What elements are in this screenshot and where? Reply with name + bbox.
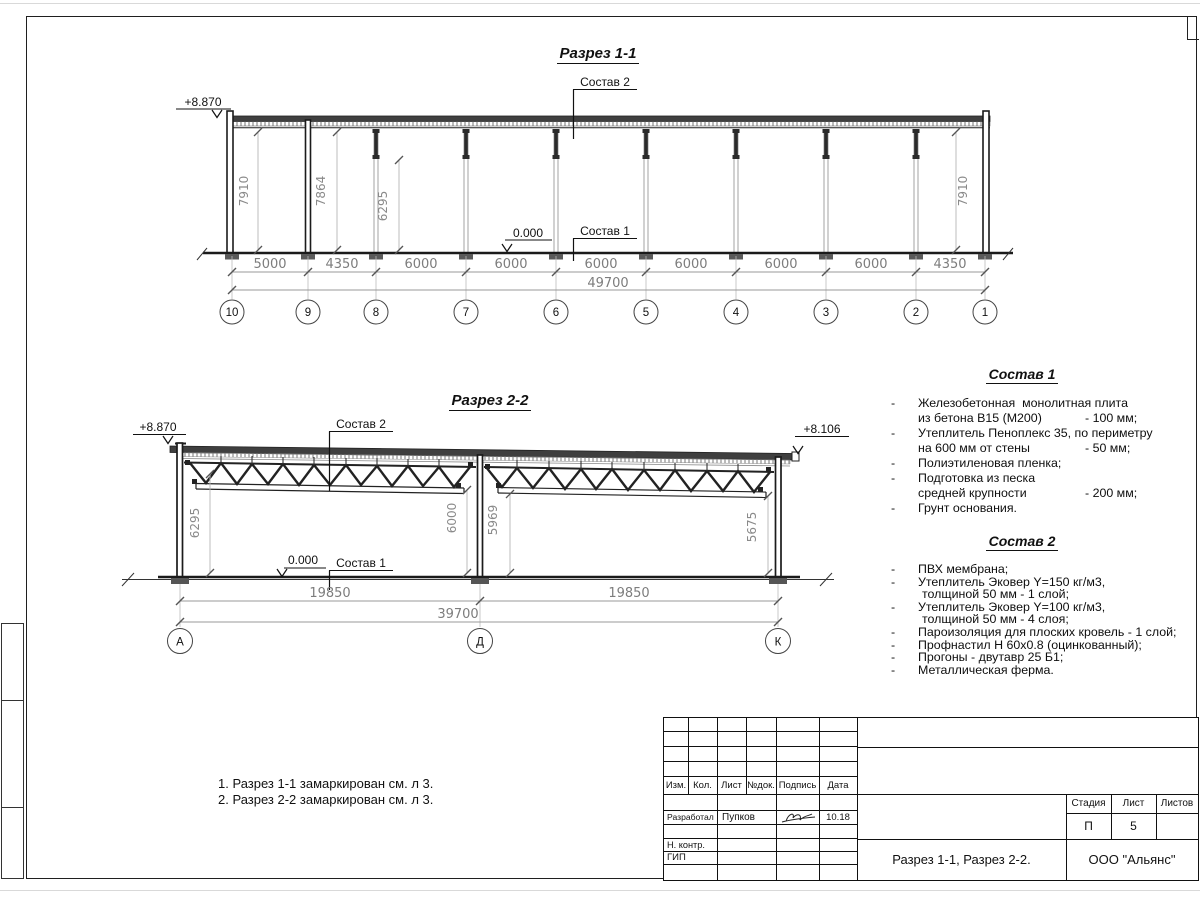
section-2-drawing	[122, 417, 849, 654]
list-item: - Утеплитель Эковер Y=150 кг/м3,	[891, 574, 1106, 589]
svg-text:19850: 19850	[608, 586, 650, 601]
svg-text:8: 8	[372, 307, 380, 319]
tb-header-kol: Кол.	[693, 779, 712, 791]
svg-text:19850: 19850	[309, 586, 351, 601]
tb-stadia-value: П	[1084, 819, 1093, 833]
tb-gip-label: ГИП	[667, 852, 686, 863]
svg-text:9: 9	[304, 307, 312, 319]
s1-roof	[228, 116, 990, 128]
list-item: средней крупности - 200 мм;	[918, 486, 1138, 500]
list-item: - Железобетонная монолитная плита	[891, 396, 1128, 410]
s1-elevation-mark	[176, 95, 231, 118]
s1-grid-bubbles	[220, 300, 997, 324]
s2-roof	[170, 444, 799, 467]
svg-text:6295: 6295	[376, 190, 390, 222]
s2-elevation-right	[793, 422, 849, 454]
svg-text:6295: 6295	[188, 507, 202, 539]
tb-nkontr-label: Н. контр.	[667, 839, 705, 850]
svg-text:0.000: 0.000	[287, 553, 319, 567]
list-item: - Прогоны - двутавр 25 Б1;	[891, 650, 1064, 665]
svg-text:10: 10	[225, 307, 239, 319]
note-line: 1. Разрез 1-1 замаркирован см. л 3.	[218, 776, 434, 791]
svg-text:1: 1	[981, 307, 989, 319]
list-item: - Утеплитель Пеноплекс 35, по периметру	[891, 426, 1153, 440]
svg-text:6000: 6000	[404, 257, 438, 272]
tb-razrabotal-label: Разработал	[667, 812, 714, 822]
svg-text:4350: 4350	[933, 257, 967, 272]
list-item: из бетона В15 (М200) - 100 мм;	[918, 411, 1138, 425]
svg-text:Состав 1: Состав 1	[336, 556, 386, 570]
composition-2-list	[885, 562, 1177, 677]
s1-elev-left: +8.870	[184, 95, 222, 109]
svg-text:К: К	[774, 636, 782, 649]
svg-text:5000: 5000	[253, 257, 287, 272]
svg-text:6000: 6000	[445, 502, 459, 534]
svg-text:6000: 6000	[854, 257, 888, 272]
s1-sostav1-leader	[573, 224, 637, 261]
list-item: - Металлическая ферма.	[891, 662, 1054, 677]
svg-text:2: 2	[912, 307, 920, 319]
list-item: - Грунт основания.	[891, 501, 1017, 515]
svg-text:7910: 7910	[956, 175, 970, 207]
tb-company: ООО "Альянс"	[1088, 852, 1176, 867]
list-item: - Утеплитель Эковер Y=100 кг/м3,	[891, 599, 1106, 614]
svg-text:6000: 6000	[674, 257, 708, 272]
svg-text:Состав 1: Состав 1	[580, 224, 630, 238]
svg-text:6: 6	[552, 307, 560, 319]
s2-sostav1-leader	[329, 556, 393, 590]
svg-text:4: 4	[732, 307, 740, 319]
svg-text:6000: 6000	[764, 257, 798, 272]
svg-text:3: 3	[822, 307, 830, 319]
svg-text:7864: 7864	[314, 175, 328, 207]
list-item: - Пароизоляция для плоских кровель - 1 слой;	[891, 624, 1177, 639]
section-1-drawing	[176, 75, 1013, 324]
svg-text:49700: 49700	[587, 276, 629, 291]
tb-list-header: Лист	[1122, 798, 1145, 809]
list-item: - ПВХ мембрана;	[891, 562, 1009, 576]
tb-header-data: Дата	[827, 779, 849, 791]
composition-1-title: Состав 1	[952, 366, 1092, 382]
notes	[218, 776, 433, 807]
list-item: толщиной 50 мм - 4 слоя;	[922, 612, 1069, 627]
section-2-title: Разрез 2-2	[451, 392, 529, 409]
tb-header-podpis: Подпись	[778, 779, 817, 791]
list-item: - Профнастил Н 60х0.8 (оцинкованный);	[891, 637, 1142, 652]
svg-text:Д: Д	[476, 636, 484, 649]
svg-text:7910: 7910	[237, 175, 251, 207]
svg-text:39700: 39700	[437, 607, 479, 622]
s2-elevation-left	[133, 420, 186, 444]
composition-1-list	[885, 396, 1170, 516]
tb-listov-header: Листов	[1160, 798, 1194, 809]
signature	[778, 810, 818, 824]
s1-sostav2-leader	[573, 75, 637, 139]
list-item: на 600 мм от стены - 50 мм;	[918, 441, 1131, 455]
tb-header-list: Лист	[721, 779, 742, 791]
tb-header-ndok: №док.	[747, 779, 775, 791]
s1-columns	[373, 129, 920, 252]
svg-text:5: 5	[642, 307, 650, 319]
note-line: 2. Разрез 2-2 замаркирован см. л 3.	[218, 791, 434, 807]
tb-list-value: 5	[1130, 819, 1137, 833]
svg-text:7: 7	[462, 307, 470, 319]
tb-doc-title: Разрез 1-1, Разрез 2-2.	[892, 852, 1031, 867]
section-1-title: Разрез 1-1	[559, 45, 637, 62]
svg-text:5675: 5675	[745, 511, 759, 543]
svg-text:5969: 5969	[486, 504, 500, 536]
svg-text:Состав 2: Состав 2	[336, 417, 386, 431]
list-item: - Подготовка из песка	[891, 471, 1036, 485]
title-block	[663, 717, 1199, 881]
list-item: - Полиэтиленовая пленка;	[891, 456, 1062, 470]
s1-horizontal-dims	[228, 256, 989, 299]
s2-horizontal-dims	[176, 584, 782, 627]
svg-text:+8.106: +8.106	[803, 422, 841, 436]
s2-grid-bubbles	[168, 629, 791, 654]
svg-text:Состав 2: Состав 2	[580, 75, 630, 89]
s1-zero: 0.000	[512, 226, 544, 240]
svg-text:А: А	[176, 636, 184, 649]
svg-text:6000: 6000	[494, 257, 528, 272]
s2-zero-mark	[277, 553, 326, 577]
svg-text:6000: 6000	[584, 257, 618, 272]
s1-zero-mark	[502, 226, 552, 252]
tb-header-izm: Изм.	[665, 779, 687, 791]
svg-text:4350: 4350	[325, 257, 359, 272]
list-item: толщиной 50 мм - 1 слой;	[922, 587, 1070, 602]
tb-stadia-header: Стадия	[1071, 798, 1106, 809]
tb-razrabotal-name: Пупков	[722, 811, 755, 823]
composition-2-title: Состав 2	[952, 533, 1092, 549]
svg-text:+8.870: +8.870	[139, 420, 177, 434]
tb-razrabotal-date: 10.18	[826, 811, 850, 823]
